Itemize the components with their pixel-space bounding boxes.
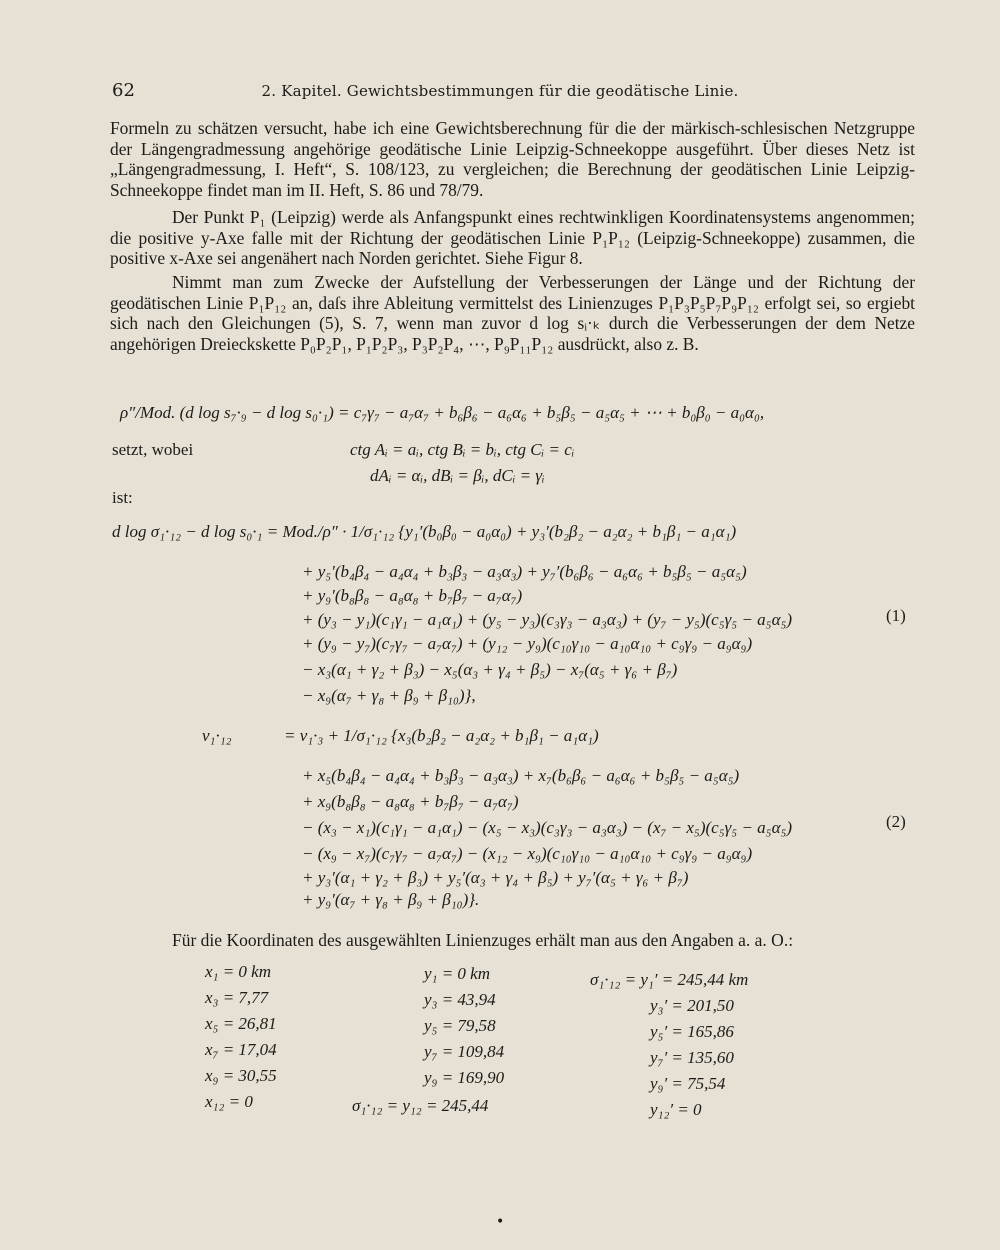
eq2-line-6: + y₃′(α₁ + γ₂ + β₃) + y₅′(α₃ + γ₄ + β₅) + y₇′(α₅ + γ₆ + β₇) (302, 868, 689, 887)
eq1-line-4: + (y₃ − y₁)(c₁γ₁ − a₁α₁) + (y₅ − y₃)(c₃γ₃ − a₃α₃) + (y₇ − y₅)(c₅γ₅ − a₅α₅) (302, 610, 793, 629)
coord-x-7: x₇ = 17,04 (205, 1040, 277, 1059)
eq2-lhs: v₁·₁₂ (202, 726, 232, 745)
formula-intro: ρ″/Mod. (d log s₇·₉ − d log s₀·₁) = c₇γ₇ − a₇α₇ + b₆β₆ − a₆α₆ + b₅β₅ − a₅α₅ + ⋯ + b₀β₀ − a₀α₀, (120, 403, 765, 422)
eq1-line-7: − x₉(α₇ + γ₈ + β₉ + β₁₀)}, (302, 686, 476, 705)
eq1-line-3: + y₉′(b₈β₈ − a₈α₈ + b₇β₇ − a₇α₇) (302, 586, 523, 605)
definition-line-1: ctg Aᵢ = aᵢ, ctg Bᵢ = bᵢ, ctg Cᵢ = cᵢ (350, 440, 575, 459)
eq1-line-1: d log σ₁·₁₂ − d log s₀·₁ = Mod./ρ″ · 1/σ₁·₁₂ {y₁′(b₀β₀ − a₀α₀) + y₃′(b₂β₂ − a₂α₂ + b₁β₁ − a₁α₁) (112, 522, 737, 541)
coord-yp-9: y₉′ = 75,54 (650, 1074, 726, 1093)
eq2-line-2: + x₅(b₄β₄ − a₄α₄ + b₃β₃ − a₃α₃) + x₇(b₆β₆ − a₆α₆ + b₅β₅ − a₅α₅) (302, 766, 740, 785)
coord-y-3: y₃ = 43,94 (424, 990, 496, 1009)
coords-intro: Für die Koordinaten des ausgewählten Linienzuges erhält man aus den Angaben a. a. O.: (172, 930, 794, 950)
coord-y-9: y₉ = 169,90 (424, 1068, 505, 1087)
eq2-line-5: − (x₉ − x₇)(c₇γ₇ − a₇α₇) − (x₁₂ − x₉)(c₁₀γ₁₀ − a₁₀α₁₀ + c₉γ₉ − a₉α₉) (302, 844, 753, 863)
ist-label: ist: (112, 488, 133, 507)
eq1-line-5: + (y₉ − y₇)(c₇γ₇ − a₇α₇) + (y₁₂ − y₉)(c₁₀γ₁₀ − a₁₀α₁₀ + c₉γ₉ − a₉α₉) (302, 634, 753, 653)
eq2-line-7: + y₉′(α₇ + γ₈ + β₉ + β₁₀)}. (302, 890, 480, 909)
coord-yp-3: y₃′ = 201,50 (650, 996, 734, 1015)
coord-x-12: x₁₂ = 0 (205, 1092, 253, 1111)
page-number: 62 (112, 80, 135, 101)
eq2-line-4: − (x₃ − x₁)(c₁γ₁ − a₁α₁) − (x₅ − x₃)(c₃γ₃ − a₃α₃) − (x₇ − x₅)(c₅γ₅ − a₅α₅) (302, 818, 793, 837)
paragraph-2: Der Punkt P₁ (Leipzig) werde als Anfangspunkt eines rechtwinkligen Koordinatensystems angenommen; die positive y-Axe falle mit der Richtung der geodätischen Linie P₁P₁₂ (Leipzig-Schneekoppe) zusammen, die positive x-Axe sei angenähert nach Norden gerichtet. Siehe Figur 8. (110, 207, 915, 268)
coord-x-1: x₁ = 0 km (205, 962, 271, 981)
eq1-line-6: − x₃(α₁ + γ₂ + β₃) − x₅(α₃ + γ₄ + β₅) − x₇(α₅ + γ₆ + β₇) (302, 660, 678, 679)
coord-y-12: σ₁·₁₂ = y₁₂ = 245,44 (352, 1096, 489, 1115)
paragraph-3: Nimmt man zum Zwecke der Aufstellung der Verbesserungen der Länge und der Richtung der geodätischen Linie P₁P₁₂ an, daſs ihre Ableitung vermittelst des Linienzuges P₁P₃P₅P₇P₉P₁₂ erfolgt sei, so ergiebt sich nach den Gleichungen (5), S. 7, wenn man zuvor d log sᵢ·ₖ durch die Verbesserungen der dem Netze angehörigen Dreieckskette P₀P₂P₁, P₁P₂P₃, P₃P₂P₄, ⋯, P₉P₁₁P₁₂ ausdrückt, also z. B. (110, 272, 915, 354)
coord-yp-12: y₁₂′ = 0 (650, 1100, 702, 1119)
footer-mark: • (496, 1214, 505, 1230)
coord-yp-1: σ₁·₁₂ = y₁′ = 245,44 km (590, 970, 749, 989)
eq1-line-2: + y₅′(b₄β₄ − a₄α₄ + b₃β₃ − a₃α₃) + y₇′(b₆β₆ − a₆α₆ + b₅β₅ − a₅α₅) (302, 562, 747, 581)
coord-y-1: y₁ = 0 km (424, 964, 490, 983)
coord-y-5: y₅ = 79,58 (424, 1016, 496, 1035)
eq2-line-1: = v₁·₃ + 1/σ₁·₁₂ {x₃(b₂β₂ − a₂α₂ + b₁β₁ − a₁α₁) (284, 726, 599, 745)
equation-number-2: (2) (886, 812, 906, 831)
paragraph-1: Formeln zu schätzen versucht, habe ich eine Gewichtsberechnung für die der märkisch-schlesischen Netzgruppe der Längengradmessung angehörige geodätische Linie Leipzig-Schneekoppe ausgeführt. Über dieses Netz ist „Längengradmessung, I. Heft“, S. 108/123, zu vergleichen; die Berechnung der geodätischen Linie Leipzig-Schneekoppe findet man im II. Heft, S. 86 und 78/79. (110, 118, 915, 200)
coord-yp-7: y₇′ = 135,60 (650, 1048, 734, 1067)
coord-y-7: y₇ = 109,84 (424, 1042, 505, 1061)
equation-number-1: (1) (886, 606, 906, 625)
coord-x-9: x₉ = 30,55 (205, 1066, 277, 1085)
coord-x-3: x₃ = 7,77 (205, 988, 269, 1007)
setzt-label: setzt, wobei (112, 440, 194, 459)
eq2-line-3: + x₉(b₈β₈ − a₈α₈ + b₇β₇ − a₇α₇) (302, 792, 519, 811)
coord-yp-5: y₅′ = 165,86 (650, 1022, 734, 1041)
coord-x-5: x₅ = 26,81 (205, 1014, 277, 1033)
definition-line-2: dAᵢ = αᵢ, dBᵢ = βᵢ, dCᵢ = γᵢ (370, 466, 545, 485)
running-head: 2. Kapitel. Gewichtsbestimmungen für die geodätische Linie. (261, 82, 739, 100)
